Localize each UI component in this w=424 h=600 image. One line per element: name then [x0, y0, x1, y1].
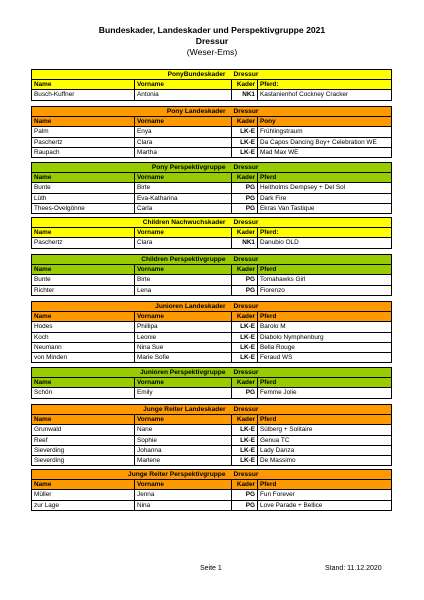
horse-name: Mad Max WE	[258, 147, 392, 157]
rider-surname: zur Lage	[32, 500, 135, 510]
table-row	[32, 285, 392, 295]
section-title: Junge Reiter Perspektivgruppe	[32, 470, 232, 480]
rider-surname: Hodes	[32, 322, 135, 332]
horse-name: Lady Danza	[258, 445, 392, 455]
kader-table	[31, 106, 392, 158]
rider-firstname: Birte	[135, 183, 232, 193]
column-header: Name	[32, 312, 135, 322]
kader-table	[31, 162, 392, 214]
column-header: Vorname	[135, 173, 232, 183]
table-row	[32, 90, 392, 100]
column-header: Vorname	[135, 117, 232, 127]
rider-surname: Grunwald	[32, 425, 135, 435]
column-header: Vorname	[135, 378, 232, 388]
horse-name: Genua TC	[258, 435, 392, 445]
column-header: Vorname	[135, 312, 232, 322]
section-discipline: Dressur	[233, 164, 259, 171]
kader-level: LK-E	[232, 456, 258, 466]
kader-level: PG	[232, 490, 258, 500]
rider-firstname: Leonie	[135, 332, 232, 342]
kader-level: LK-E	[232, 332, 258, 342]
table-row	[32, 127, 392, 137]
kader-table	[31, 254, 392, 296]
section-discipline: Dressur	[233, 219, 259, 226]
horse-name: De Massimo	[258, 456, 392, 466]
section-discipline: Dressur	[233, 71, 259, 78]
rider-surname: Reef	[32, 435, 135, 445]
kader-level: PG	[232, 388, 258, 398]
section-title-filler	[258, 107, 392, 117]
section-title-filler	[258, 255, 392, 265]
table-row	[32, 238, 392, 248]
column-header: Kader	[232, 80, 258, 90]
document-subtitle: Dressur	[195, 36, 229, 46]
table-row	[32, 445, 392, 455]
table-row	[32, 490, 392, 500]
rider-firstname: Nina Sue	[135, 342, 232, 352]
column-header: Pferd	[258, 480, 392, 490]
kader-level: LK-E	[232, 353, 258, 363]
rider-firstname: Emily	[135, 388, 232, 398]
section-title: Pony Landeskader	[32, 107, 232, 117]
kader-table	[31, 404, 392, 466]
rider-surname: Busch-Kuffner	[32, 90, 135, 100]
table-row	[32, 322, 392, 332]
table-row	[32, 388, 392, 398]
rider-surname: Sieverding	[32, 456, 135, 466]
column-header: Pferd:	[258, 228, 392, 238]
kader-table	[31, 69, 392, 101]
horse-name: Danubio OLD	[258, 238, 392, 248]
horse-name: Femme Jolie	[258, 388, 392, 398]
kader-level: LK-E	[232, 137, 258, 147]
column-header: Kader	[232, 117, 258, 127]
section-discipline: Dressur	[233, 471, 259, 478]
table-row	[32, 147, 392, 157]
section-title-filler	[258, 218, 392, 228]
horse-name: Da Capos Dancing Boy+ Celebration WE	[258, 137, 392, 147]
kader-level: PG	[232, 193, 258, 203]
section-title: Children Perspektivgruppe	[32, 255, 232, 265]
rider-firstname: Phillipa	[135, 322, 232, 332]
kader-level: PG	[232, 285, 258, 295]
section-title: Pony Perspektivgruppe	[32, 163, 232, 173]
rider-surname: Thees-Ovelgönne	[32, 203, 135, 213]
column-header: Pferd	[258, 415, 392, 425]
table-row	[32, 353, 392, 363]
horse-name: Fun Forever	[258, 490, 392, 500]
column-header: Name	[32, 228, 135, 238]
kader-level: LK-E	[232, 445, 258, 455]
kader-level: PG	[232, 275, 258, 285]
kader-level: PG	[232, 183, 258, 193]
section-title-filler	[258, 70, 392, 80]
rider-surname: Bunte	[32, 275, 135, 285]
table-row	[32, 332, 392, 342]
rider-surname: Sieverding	[32, 445, 135, 455]
rider-firstname: Nane	[135, 425, 232, 435]
section-title-filler	[258, 470, 392, 480]
rider-surname: Richter	[32, 285, 135, 295]
column-header: Name	[32, 265, 135, 275]
kader-table	[31, 367, 392, 399]
column-header: Kader	[232, 265, 258, 275]
column-header: Pferd:	[258, 80, 392, 90]
table-row	[32, 342, 392, 352]
table-row	[32, 203, 392, 213]
column-header: Vorname	[135, 415, 232, 425]
section-discipline: Dressur	[233, 369, 259, 376]
column-header: Pferd	[258, 312, 392, 322]
kader-table	[31, 469, 392, 511]
kader-level: PG	[232, 500, 258, 510]
rider-firstname: Marie Sofie	[135, 353, 232, 363]
column-header: Vorname	[135, 228, 232, 238]
section-title-filler	[258, 368, 392, 378]
rider-firstname: Nina	[135, 500, 232, 510]
kader-level: LK-E	[232, 425, 258, 435]
rider-surname: Lüth	[32, 193, 135, 203]
section-discipline: Dressur	[233, 108, 259, 115]
horse-name: Kastanienhof Cockney Cracker	[258, 90, 392, 100]
rider-surname: von Minden	[32, 353, 135, 363]
kader-level: LK-E	[232, 342, 258, 352]
horse-name: Dark Fire	[258, 193, 392, 203]
table-row	[32, 425, 392, 435]
horse-name: Barolo M	[258, 322, 392, 332]
section-title: Junioren Perspektivgruppe	[32, 368, 232, 378]
document-header	[0, 25, 424, 58]
table-row	[32, 183, 392, 193]
kader-table	[31, 217, 392, 249]
horse-name: Heitholms Dempsey + Del Sol	[258, 183, 392, 193]
column-header: Pferd	[258, 378, 392, 388]
document-date: Stand: 11.12.2020	[325, 565, 382, 572]
rider-surname: Müller	[32, 490, 135, 500]
horse-name: Tomahawks Girl	[258, 275, 392, 285]
rider-surname: Bunte	[32, 183, 135, 193]
column-header: Name	[32, 173, 135, 183]
column-header: Kader	[232, 378, 258, 388]
table-row	[32, 275, 392, 285]
column-header: Pferd	[258, 265, 392, 275]
kader-level: LK-E	[232, 435, 258, 445]
column-header: Name	[32, 480, 135, 490]
column-header: Kader	[232, 173, 258, 183]
page-number: Seite 1	[200, 565, 222, 572]
horse-name: Sülberg + Solitaire	[258, 425, 392, 435]
kader-level: NK1	[232, 90, 258, 100]
horse-name: Fiorenzo	[258, 285, 392, 295]
section-title-filler	[258, 163, 392, 173]
column-header: Kader	[232, 480, 258, 490]
column-header: Name	[32, 415, 135, 425]
column-header: Name	[32, 80, 135, 90]
horse-name: Feraud WS	[258, 353, 392, 363]
kader-level: LK-E	[232, 322, 258, 332]
section-title: Children Nachwuchskader	[32, 218, 232, 228]
section-title: PonyBundeskader	[32, 70, 232, 80]
rider-surname: Palm	[32, 127, 135, 137]
rider-firstname: Birte	[135, 275, 232, 285]
table-row	[32, 193, 392, 203]
rider-firstname: Enya	[135, 127, 232, 137]
column-header: Vorname	[135, 480, 232, 490]
section-title: Junioren Landeskader	[32, 302, 232, 312]
table-row	[32, 456, 392, 466]
rider-surname: Raupach	[32, 147, 135, 157]
rider-surname: Schön	[32, 388, 135, 398]
kader-table	[31, 301, 392, 363]
table-row	[32, 500, 392, 510]
kader-level: NK1	[232, 238, 258, 248]
table-row	[32, 435, 392, 445]
rider-firstname: Jenna	[135, 490, 232, 500]
table-row	[32, 137, 392, 147]
column-header: Pony	[258, 117, 392, 127]
rider-firstname: Clara	[135, 137, 232, 147]
horse-name: Frühlingstraum	[258, 127, 392, 137]
rider-firstname: Carla	[135, 203, 232, 213]
column-header: Kader	[232, 415, 258, 425]
section-discipline: Dressur	[233, 406, 259, 413]
rider-firstname: Sophie	[135, 435, 232, 445]
column-header: Name	[32, 117, 135, 127]
column-header: Kader	[232, 228, 258, 238]
rider-surname: Koch	[32, 332, 135, 342]
kader-level: PG	[232, 203, 258, 213]
rider-firstname: Martha	[135, 147, 232, 157]
rider-firstname: Johanna	[135, 445, 232, 455]
rider-surname: Neumann	[32, 342, 135, 352]
rider-firstname: Antonia	[135, 90, 232, 100]
section-title: Junge Reiter Landeskader	[32, 405, 232, 415]
rider-firstname: Clara	[135, 238, 232, 248]
section-title-filler	[258, 302, 392, 312]
section-discipline: Dressur	[233, 256, 259, 263]
section-title-filler	[258, 405, 392, 415]
document-title: Bundeskader, Landeskader und Perspektivgruppe 2021	[98, 25, 326, 35]
column-header: Vorname	[135, 80, 232, 90]
rider-surname: Paschertz	[32, 137, 135, 147]
horse-name: Love Parade + Bellice	[258, 500, 392, 510]
column-header: Vorname	[135, 265, 232, 275]
kader-level: LK-E	[232, 127, 258, 137]
column-header: Kader	[232, 312, 258, 322]
horse-name: Diabolo Nymphenburg	[258, 332, 392, 342]
column-header: Name	[32, 378, 135, 388]
rider-surname: Paschertz	[32, 238, 135, 248]
rider-firstname: Marlene	[135, 456, 232, 466]
horse-name: Ekras Van Tastique	[258, 203, 392, 213]
column-header: Pferd	[258, 173, 392, 183]
kader-level: LK-E	[232, 147, 258, 157]
rider-firstname: Lena	[135, 285, 232, 295]
document-region: (Weser-Ems)	[186, 47, 238, 57]
section-discipline: Dressur	[233, 303, 259, 310]
horse-name: Bella Rouge	[258, 342, 392, 352]
rider-firstname: Eva-Katharina	[135, 193, 232, 203]
